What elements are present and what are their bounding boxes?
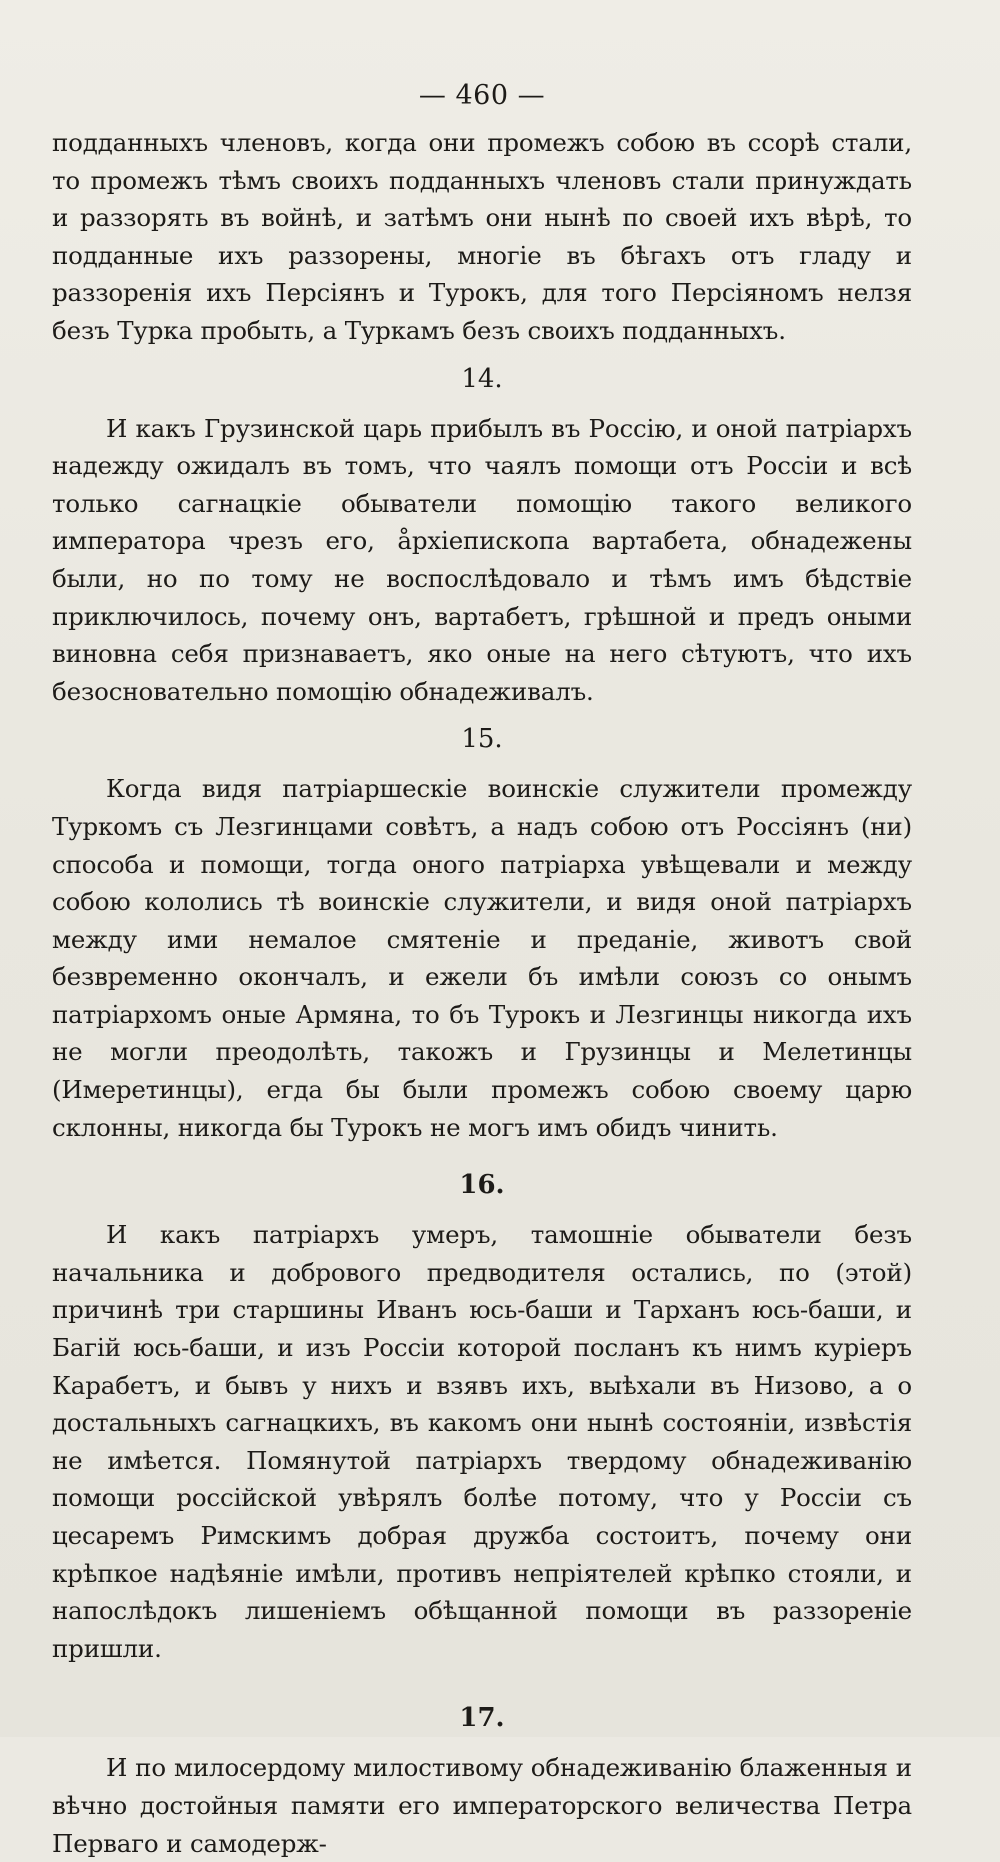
section-17-paragraph: И по милосердому милостивому обнадеживанiю блаженныя и вѣчно достойныя памяти его императорского величества Петра Перваго и самодерж- xyxy=(52,1753,912,1858)
section-16-paragraph: И какъ патрiархъ умеръ, тамошнiе обыватели безъ начальника и добрового предводителя остались, по (этой) причинѣ три старшины Иванъ юсь-баши и Тарханъ юсь-баши, и Багiй юсь-баши, и изъ Россiи которой посланъ къ нимъ курiеръ Карабетъ, и бывъ у нихъ и взявъ ихъ, выѣхали въ Низово, а о достальныхъ сагнацкихъ, въ какомъ они нынѣ состоянiи, извѣстiя не имѣется. Помянутой патрiархъ твердому обнадеживанiю помощи россiйской увѣрялъ болѣе потому, что у Россiи съ цесаремъ Римскимъ добрая дружба состоитъ, почему они крѣпкое надѣянiе имѣли, противъ непрiятелей крѣпко стояли, и напослѣдокъ лишенiемъ обѣщанной помощи въ раззоренiе пришли. xyxy=(52,1220,912,1663)
section-number-17: 17. xyxy=(459,1703,505,1734)
page-number: — 460 — xyxy=(418,80,546,111)
section-15-paragraph: Когда видя патрiаршескiе воинскiе служители промежду Туркомъ съ Лезгинцами совѣтъ, а надъ собою отъ Россiянъ (ни) способа и помощи, тогда оного патрiарха увѣщевали и между собою кололись тѣ воинскiе служители, и видя оной патрiархъ между ими немалое смятенiе и преданiе, животъ свой безвременно окончалъ, и ежели бъ имѣли союзъ со онымъ патрiархомъ оные Армяна, то бъ Турокъ и Лезгинцы никогда ихъ не могли преодолѣть, такожъ и Грузинцы и Мелетинцы (Имеретинцы), егда бы были промежъ собою своему царю склонны, никогда бы Турокъ не могъ имъ обидъ чинить. xyxy=(52,774,912,1142)
section-number-16: 16. xyxy=(459,1170,505,1201)
section-14-paragraph: И какъ Грузинской царь прибылъ въ Россiю, и оной патрiархъ надежду ожидалъ въ томъ, что чаялъ помощи отъ Россiи и всѣ только сагнацкiе обыватели помощiю такого великого императора чрезъ его, а̊рхiепископа вартабета, обнадежены были, но по тому не воспослѣдовало и тѣмъ имъ бѣдствiе приключилось, почему онъ, вартабетъ, грѣшной и предъ оными виновна себя признаваетъ, яко оные на него сѣтуютъ, что ихъ безосновательно помощiю обнадеживалъ. xyxy=(52,413,912,706)
section-number-14: 14. xyxy=(461,363,503,394)
section-number-15: 15. xyxy=(461,724,503,755)
intro-paragraph: подданныхъ членовъ, когда они промежъ собою въ ссорѣ стали, то промежъ тѣмъ своихъ подданныхъ членовъ стали принуждать и раззорять въ войнѣ, и затѣмъ они нынѣ по своей ихъ вѣрѣ, то подданные ихъ раззорены, многiе въ бѣгахъ отъ гладу и раззоренiя ихъ Персiянъ и Турокъ, для того Персiяномъ нелзя безъ Турка пробыть, а Туркамъ безъ своихъ подданныхъ. xyxy=(52,128,912,345)
